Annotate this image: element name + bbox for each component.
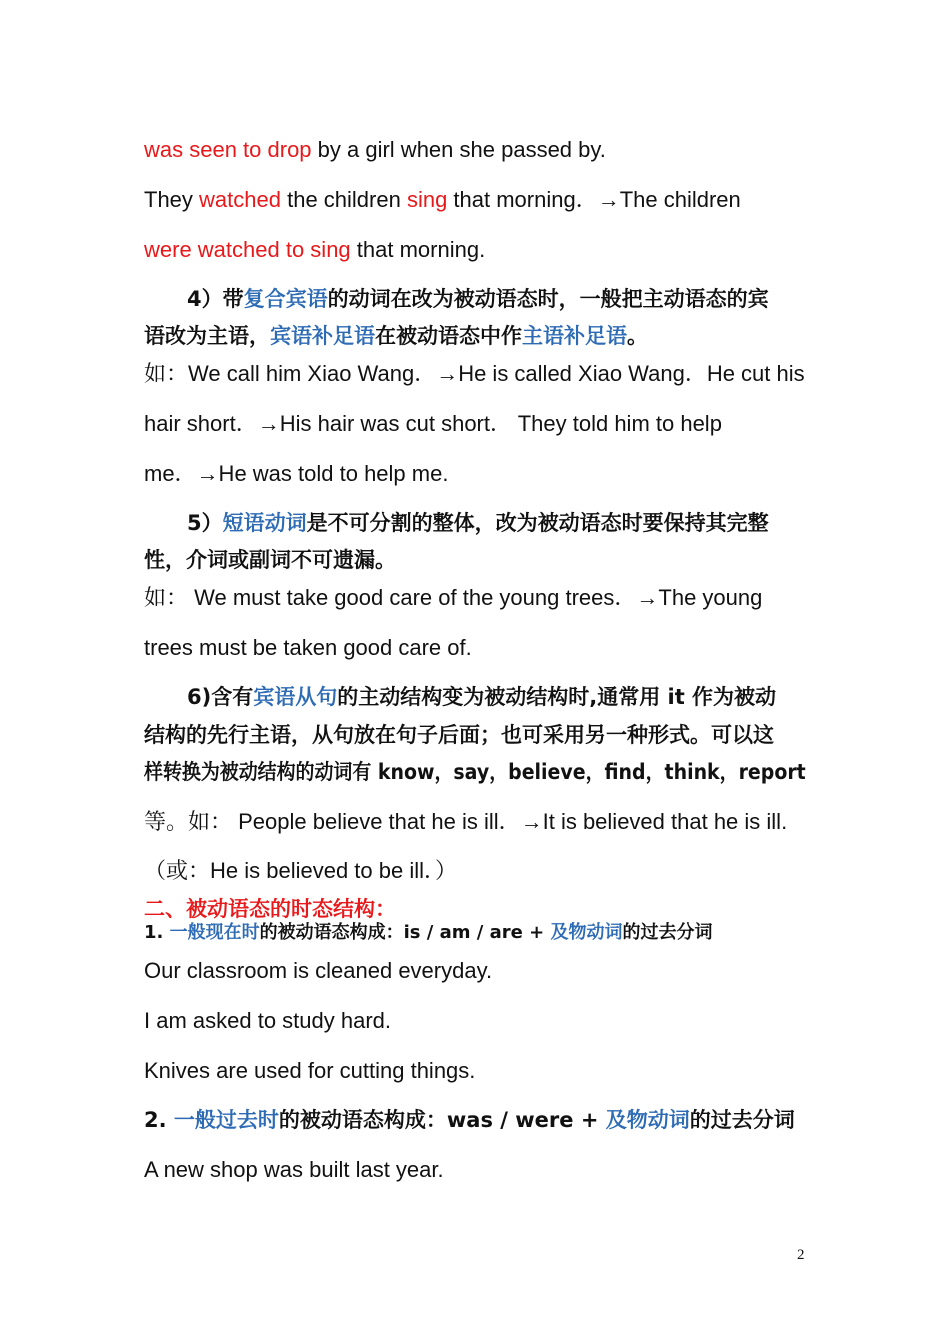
text-segment: 1. — [144, 922, 170, 943]
text-segment: by a girl when she passed by. — [311, 137, 606, 162]
highlight-term: 短语动词 — [222, 511, 307, 535]
text-segment: 样转换为被动结构的动词有 know，say，believe，find，think，report — [144, 760, 806, 784]
text-line — [144, 1105, 795, 1135]
text-line — [144, 956, 492, 986]
text-segment: 的主动结构变为被动结构时,通常用 it 作为被动 — [337, 685, 777, 709]
section-heading — [144, 894, 396, 924]
text-segment: Our classroom is cleaned everyday. — [144, 958, 493, 983]
text-segment: 如：We call him Xiao Wang．→He is called Xiao Wang．He cut his — [144, 361, 805, 386]
text-line — [144, 185, 741, 215]
highlight-term: 一般过去时 — [173, 1108, 279, 1132]
text-segment: I am asked to study hard. — [144, 1008, 392, 1033]
text-segment: 结构的先行主语，从句放在句子后面；也可采用另一种形式。可以这 — [144, 723, 774, 747]
highlight-red: were watched to sing — [144, 237, 351, 262]
text-segment: that morning. — [350, 237, 486, 262]
text-line — [144, 459, 448, 489]
text-line — [144, 921, 713, 945]
text-segment: that morning．→The children — [447, 187, 741, 212]
text-segment: 如： We must take good care of the young trees．→The young — [144, 585, 763, 610]
text-line — [144, 235, 485, 265]
highlight-term: 及物动词 — [605, 1108, 690, 1132]
text-segment: 的过去分词 — [622, 922, 713, 943]
text-segment: the children — [280, 187, 407, 212]
text-segment: trees must be taken good care of. — [144, 635, 472, 660]
highlight-term: 一般现在时 — [169, 922, 260, 943]
text-line — [144, 321, 648, 351]
text-segment: 的动词在改为被动语态时，一般把主动语态的宾 — [327, 287, 769, 311]
text-segment: 的被动语态构成：was / were + — [278, 1108, 606, 1132]
text-line — [144, 1155, 444, 1185]
text-line — [144, 1056, 475, 1086]
text-line — [187, 508, 769, 538]
text-line — [144, 856, 457, 886]
text-segment: 的过去分词 — [689, 1108, 795, 1132]
text-line — [144, 1006, 391, 1036]
text-line — [144, 359, 805, 389]
highlight-term: 宾语从句 — [253, 685, 338, 709]
page-number: 2 — [797, 1247, 805, 1263]
text-line — [144, 545, 396, 575]
text-segment: 6)含有 — [187, 685, 254, 709]
text-segment: （或：He is believed to be ill．） — [144, 858, 458, 883]
text-segment: 5） — [187, 511, 223, 535]
text-segment: 在被动语态中作 — [375, 324, 522, 348]
text-line — [144, 633, 472, 663]
text-segment: 的被动语态构成：is / am / are + — [259, 922, 551, 943]
highlight-term: 主语补足语 — [522, 324, 627, 348]
highlight-red: sing — [406, 187, 448, 212]
text-segment: 是不可分割的整体，改为被动语态时要保持其完整 — [306, 511, 769, 535]
text-line — [187, 284, 769, 314]
text-line — [144, 583, 762, 613]
text-line — [144, 409, 722, 439]
text-segment: me．→He was told to help me. — [144, 461, 449, 486]
highlight-red: watched — [199, 187, 281, 212]
text-line — [187, 682, 776, 712]
text-segment: 性，介词或副词不可遗漏。 — [144, 548, 396, 572]
text-segment: 语改为主语， — [144, 324, 270, 348]
text-segment: 。 — [627, 324, 648, 348]
text-line — [144, 720, 774, 750]
text-segment: They — [144, 187, 200, 212]
text-segment: 2. — [144, 1108, 174, 1132]
text-line — [144, 135, 606, 165]
text-line — [144, 757, 806, 787]
text-segment: A new shop was built last year. — [144, 1157, 444, 1182]
text-segment: hair short．→His hair was cut short． They told him to help — [144, 411, 722, 436]
highlight-term: 及物动词 — [550, 922, 623, 943]
highlight-term: 复合宾语 — [243, 287, 328, 311]
text-line — [144, 807, 787, 837]
highlight-red: was seen to drop — [144, 137, 312, 162]
highlight-red: 二、被动语态的时态结构： — [144, 897, 396, 921]
text-segment: Knives are used for cutting things. — [144, 1058, 476, 1083]
text-segment: 4）带 — [187, 287, 244, 311]
highlight-term: 宾语补足语 — [270, 324, 375, 348]
text-segment: 等。如： People believe that he is ill．→It is believed that he is ill. — [144, 809, 788, 834]
